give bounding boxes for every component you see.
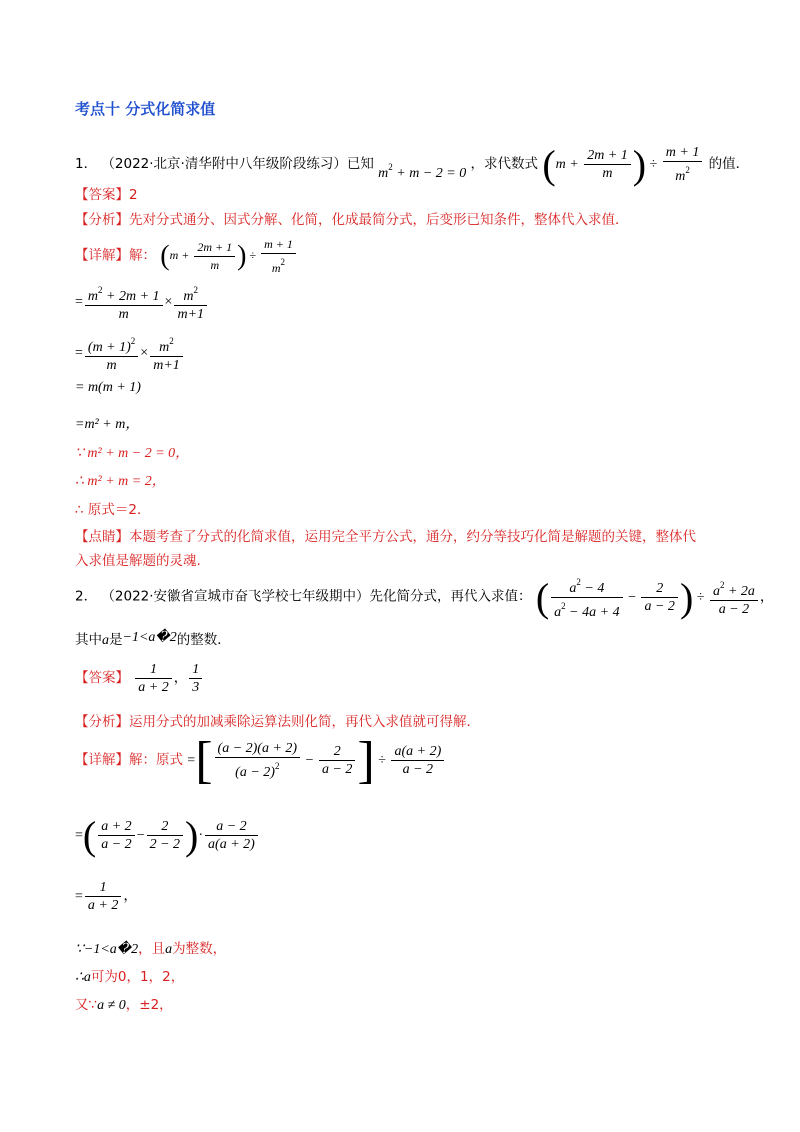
detail-line (75, 236, 298, 275)
expression: (m + $\frac{2m + 1}{m}$ ) ÷ $\frac{m + 1}{m^2}$ (542, 157, 704, 172)
condition-equation: $m^2 + m - 2 = 0$ (378, 162, 467, 181)
answer-label: 【答案】 (75, 670, 129, 686)
answer-label: 【答案】 (75, 187, 129, 203)
step-4: =m² + m， (75, 417, 140, 432)
question-text-end: 的值． (708, 156, 750, 172)
answer-value: 2 (129, 187, 138, 203)
answer-expression: $\frac{1}{a + 2}$ (133, 671, 173, 686)
question-source: （2022·北京·清华附中八年级阶段练习）已知 (101, 156, 374, 172)
text: 其中 (75, 632, 102, 648)
variable: a (83, 970, 91, 985)
variable: a (165, 942, 173, 957)
detail-label: 【详解】解：原式 (75, 752, 183, 768)
condition-2-3 (75, 993, 173, 1014)
step-1: = $\frac{m^2 + 2m + 1}{m}$ × $\frac{m^2}{m+1}$ (75, 282, 209, 318)
comment-line-2: 入求值是解题的灵魂. (75, 553, 201, 569)
text: ，且 (138, 941, 166, 957)
expression: ( $\frac{a^2 - 4}{a^2 - 4a + 4}$ − $\frac{2}{a - 2}$ ) ÷ $\frac{a^2 + 2a}{a - 2}$ ， (535, 574, 774, 620)
therefore: ∴ (75, 970, 84, 985)
answer-value: $\frac{1}{3}$ (187, 671, 204, 686)
variable: a (102, 633, 109, 648)
step-2: = $\frac{(m + 1)^2}{m}$ × $\frac{m^2}{m+1}$ (75, 333, 185, 371)
text: ，±2， (125, 997, 173, 1013)
question-1 (75, 138, 750, 187)
comment-line-1: 【点睛】本题考查了分式的化简求值，运用完全平方公式，通分，约分等技巧化简是解题的关键，整体代 (75, 529, 696, 545)
separator: ， (173, 670, 188, 686)
question-source: （2022·安徽省宣城市奋飞学校七年级期中）先化简分式，再代入求值： (101, 588, 532, 605)
step-6: ∴ m² + m = 2， (75, 474, 166, 489)
text: 为整数， (172, 941, 227, 957)
detail-label: 【详解】解： (75, 247, 156, 264)
question-number: 1． (75, 156, 98, 172)
text: 可为0，1，2， (90, 969, 185, 985)
range: −1<a�2 (122, 630, 177, 645)
condition-2-1 (75, 937, 226, 958)
question-number: 2． (75, 588, 98, 605)
question-2 (75, 574, 774, 618)
step-2-1: =( $\frac{a + 2}{a - 2}$ − $\frac{2}{2 - 2}$ )· $\frac{a - 2}{a(a + 2)}$ (75, 815, 260, 857)
step-2-2: = $\frac{1}{a + 2}$ ， (75, 880, 138, 914)
analysis-text-2: 【分析】运用分式的加减乘除运算法则化简，再代入求值就可得解． (75, 714, 480, 730)
step-3: = m(m + 1) (75, 380, 141, 395)
section-heading: 考点十 分式化简求值 (75, 100, 216, 118)
detail-line-2 (75, 732, 446, 788)
range: ∵−1<a�2 (75, 942, 139, 957)
condition-2-2 (75, 965, 184, 986)
analysis-text: 【分析】先对分式通分、因式分解、化简，化成最简分式，后变形已知条件，整体代入求值． (75, 212, 629, 228)
inequality: a ≠ 0 (97, 998, 126, 1013)
question-text: ，求代数式 (470, 156, 539, 172)
text: 的整数． (176, 632, 231, 648)
answer-line-2 (75, 659, 204, 697)
step-7: ∴ 原式＝2． (75, 502, 151, 518)
step-5: ∵ m² + m − 2 = 0， (75, 446, 190, 461)
detail-expression: (m + $\frac{2m + 1}{m}$ ) ÷ $\frac{m + 1}{m^2}$ (160, 248, 298, 262)
answer-line (75, 183, 138, 203)
text: 是 (109, 632, 123, 648)
text: 又∵ (75, 997, 98, 1013)
question-2-line-2 (75, 628, 231, 649)
detail-expression: =[ $\frac{(a - 2)(a + 2)}{(a - 2)^2}$ − $\frac{2}{a - 2}$ ] ÷ $\frac{a(a + 2)}{a - 2}$ (187, 753, 446, 768)
